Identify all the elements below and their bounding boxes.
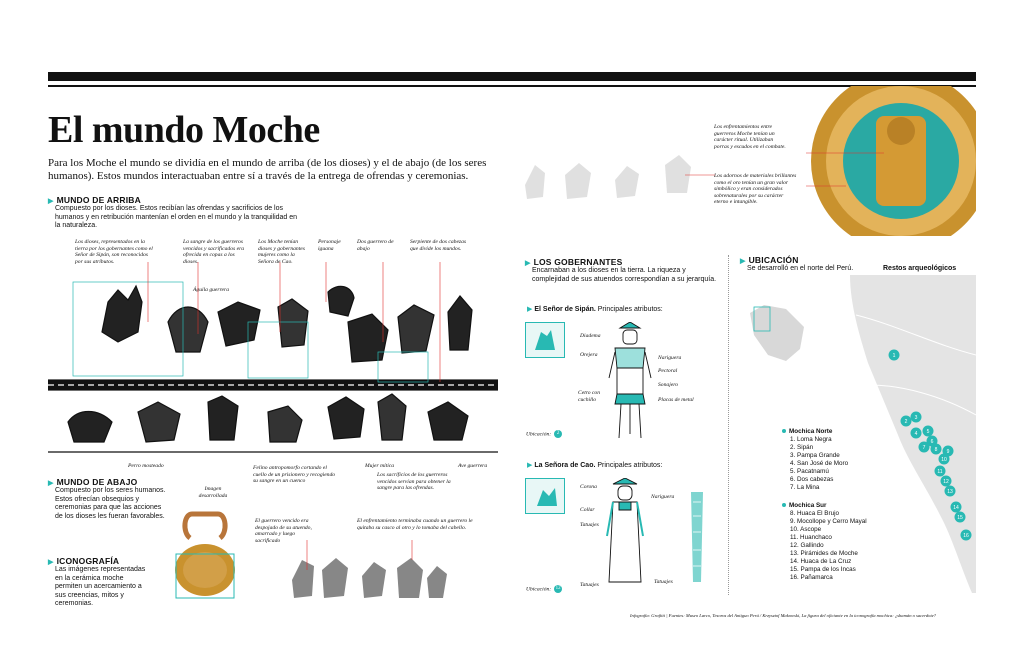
list-item: 1. Loma Negra	[790, 436, 832, 443]
note-serpiente: Serpiente de dos cabezas que divide los mundos.	[410, 239, 467, 252]
cao-ubicacion: Ubicación: 12	[526, 586, 561, 593]
cao-thumbnail	[525, 478, 565, 514]
gold-ornament-image	[806, 86, 976, 236]
sipan-sonajero: Sonajero	[658, 382, 678, 388]
list-item: 9. Mocollope y Cerro Mayal	[790, 518, 867, 525]
list-item: 16. Pañamarca	[790, 574, 833, 581]
cao-figure	[605, 478, 645, 588]
moche-vessel-image	[170, 510, 240, 600]
note-personaje: Personaje iguana	[318, 239, 341, 252]
gobernantes-heading: ▶ LOS GOBERNANTES	[525, 257, 623, 267]
ubicacion-text: Se desarrolló en el norte del Perú.	[747, 265, 854, 272]
column-divider	[728, 255, 730, 595]
iconografia-text: Las imágenes representadas en la cerámica moche permiten un acercamiento a sus creencias, mitos y ceremonias.	[55, 566, 146, 607]
note-ave: Ave guerrera	[458, 463, 488, 469]
arriba-heading: ▶ MUNDO DE ARRIBA	[48, 195, 141, 205]
list-item: 6. Dos cabezas	[790, 476, 834, 483]
sipan-figure	[605, 322, 655, 442]
list-item: 8. Huaca El Brujo	[790, 510, 840, 517]
iconografia-heading: ▶ ICONOGRAFÍA	[48, 556, 120, 566]
note-perro: Perro mosteado	[128, 463, 164, 469]
lead-paragraph: Para los Moche el mundo se dividía en el mundo de arriba (de los dioses) y el de abajo (de los seres humanos). Estos mundos interactuaban entre sí a través de la entrega de ofrendas y ceremonias.	[48, 157, 487, 182]
map-marker-label: 9	[946, 449, 950, 455]
triangle-icon: ▶	[740, 258, 746, 265]
list-item: 13. Pirámides de Moche	[790, 550, 858, 557]
map-marker-label: 8	[934, 447, 938, 453]
abajo-text: Compuesto por los seres humanos. Estos ofrecían obsequios y ceremonias para que las acciones de los dioses les fueran favorables.	[55, 487, 166, 520]
combat-scene-illustration	[282, 540, 452, 602]
map-marker-label: 3	[914, 415, 918, 421]
cao-title: ▶ La Señora de Cao. Principales atributos:	[527, 462, 663, 469]
sipan-diadema: Diadema	[580, 333, 601, 339]
map-title: Restos arqueológicos	[883, 265, 957, 272]
note-moche-tenian: Los Moche tenían dioses y gobernantes mujeres como la Señora de Cao.	[258, 239, 305, 265]
teal-dot-icon	[782, 503, 786, 507]
mochica-sur-list: Mochica Sur 8. Huaca El Brujo 9. Mocollope y Cerro Mayal 10. Ascope 11. Huanchaco 12. Gallindo 13. Pirámides de Moche 14. Huaca de La Cruz 15. Pampa de los Incas 16. Pañamarca	[782, 502, 867, 582]
cao-location-marker: 12	[555, 586, 561, 591]
sipan-placas: Placas de metal	[658, 397, 694, 403]
tattoo-arm-illustration	[685, 492, 709, 584]
note-imagen: Imagen desarrollada	[198, 486, 228, 499]
cao-nariguera: Nariguera	[651, 494, 675, 500]
map-marker-label: 14	[953, 505, 959, 511]
triangle-icon: ▶	[48, 198, 54, 205]
note-enfrentamientos: Los enfrentamientos entre guerreros Moche tenían un carácter ritual. Utilizaban porras y escudos en el combate.	[714, 124, 786, 150]
sipan-title: ▶ El Señor de Sipán. Principales atributos:	[527, 306, 663, 313]
sipan-cetro: Cetro con cuchillo	[578, 390, 601, 403]
gobernantes-text: Encarnaban a los dioses en la tierra. La riqueza y complejidad de sus atuendos correspondían a su jerarquía.	[532, 267, 717, 283]
note-enfrentamiento-fin: El enfrentamiento terminaba cuando un guerrero le quitaba su casco al otro y lo tomaba del cabello.	[357, 518, 473, 531]
mochica-norte-list: Mochica Norte 1. Loma Negra 2. Sipán 3. Pampa Grande 4. San José de Moro 5. Pacatnamú 6. Dos cabezas 7. La Mina	[782, 428, 848, 492]
sipan-thumbnail	[525, 322, 565, 358]
sipan-pectoral: Pectoral	[658, 368, 678, 374]
map-marker-label: 15	[957, 515, 963, 521]
map-marker-label: 5	[926, 429, 930, 435]
note-dioses: Los dioses, representados en la tierra por los gobernantes como el Señor de Sipán, son reconocidos por sus atributos.	[75, 239, 153, 265]
page-title: El mundo Moche	[48, 109, 320, 151]
ubicacion-heading: ▶ UBICACIÓN	[740, 255, 799, 265]
note-sacrificios: Los sacrificios de los guerreros vencidos servían para obtener la sangre para las ofrendas.	[377, 472, 451, 492]
triangle-icon: ▶	[525, 260, 531, 267]
teal-dot-icon	[782, 429, 786, 433]
map-marker-label: 12	[943, 479, 949, 485]
abajo-heading: ▶ MUNDO DE ABAJO	[48, 477, 138, 487]
list-item: 14. Huaca de La Cruz	[790, 558, 852, 565]
note-dos-guerrero: Dos guerrero de abajo	[357, 239, 394, 252]
map-marker-label: 10	[941, 457, 947, 463]
arriba-text: Compuesto por los dioses. Estos recibían las ofrendas y sacrificios de los humanos y en retribución mantenían el orden en el mundo y la tranquilidad en la naturaleza.	[55, 205, 298, 229]
list-item: 12. Gallindo	[790, 542, 824, 549]
map-marker-label: 1	[892, 353, 896, 359]
list-item: 11. Huanchaco	[790, 534, 832, 541]
list-item: 3. Pampa Grande	[790, 452, 840, 459]
cao-tatuajes-foot-left: Tatuajes	[580, 582, 599, 588]
credits: Infografía: Grafitti | Fuentes: Museo Larco, Tesoros del Antiguo Perú / Krzysztof Makowski, La figura del oficiante en la iconografía mochica: ¿shamán o sacerdote?	[630, 613, 937, 618]
sipan-orejera: Orejera	[580, 352, 598, 358]
map-marker-label: 7	[922, 445, 926, 451]
list-item: 4. San José de Moro	[790, 460, 849, 467]
map-marker-label: 4	[914, 431, 918, 437]
cao-corona: Corona	[580, 484, 597, 490]
list-item: 5. Pacatnamú	[790, 468, 829, 475]
triangle-icon: ▶	[48, 480, 54, 487]
list-item: 15. Pampa de los Incas	[790, 566, 856, 573]
cao-tatuajes: Tatuajes	[580, 522, 599, 528]
moche-frieze-illustration	[48, 262, 498, 462]
note-mujer: Mujer mítica	[365, 463, 395, 469]
cao-tatuajes-foot-right: Tatuajes	[654, 579, 673, 585]
note-vencido: El guerrero vencido era despojado de su atuendo, amarrado y luego sacrificado	[255, 518, 312, 544]
triangle-icon: ▶	[48, 559, 54, 566]
note-aguila: Águila guerrera	[193, 287, 229, 293]
map-marker-label: 11	[937, 469, 943, 475]
faded-warriors-illustration	[505, 135, 715, 210]
map-marker-label: 6	[930, 439, 934, 445]
map-marker-label: 16	[963, 533, 969, 539]
map-marker-label: 13	[947, 489, 953, 495]
map-marker-label: 2	[904, 419, 908, 425]
sipan-location-marker: 2	[554, 430, 562, 438]
list-item: 2. Sipán	[790, 444, 814, 451]
sipan-nariguera: Nariguera	[658, 355, 682, 361]
note-felino: Felino antropomorfo cortando el cuello de un prisionero y recogiendo su sangre en un cuenco	[253, 465, 336, 485]
list-item: 7. La Mina	[790, 484, 820, 491]
list-item: 10. Ascope	[790, 526, 822, 533]
sipan-ubicacion: Ubicación: 2	[526, 430, 562, 438]
cao-collar: Collar	[580, 507, 595, 513]
note-sangre: La sangre de los guerreros vencidos y sacrificados era ofrecida en copas a los dioses.	[183, 239, 245, 265]
note-adornos: Los adornos de materiales brillantes como el oro tenían un gran valor simbólico y eran considerados sobrenaturales por su carácter eterno e intangible.	[714, 173, 797, 206]
top-bar-thick	[48, 72, 976, 81]
